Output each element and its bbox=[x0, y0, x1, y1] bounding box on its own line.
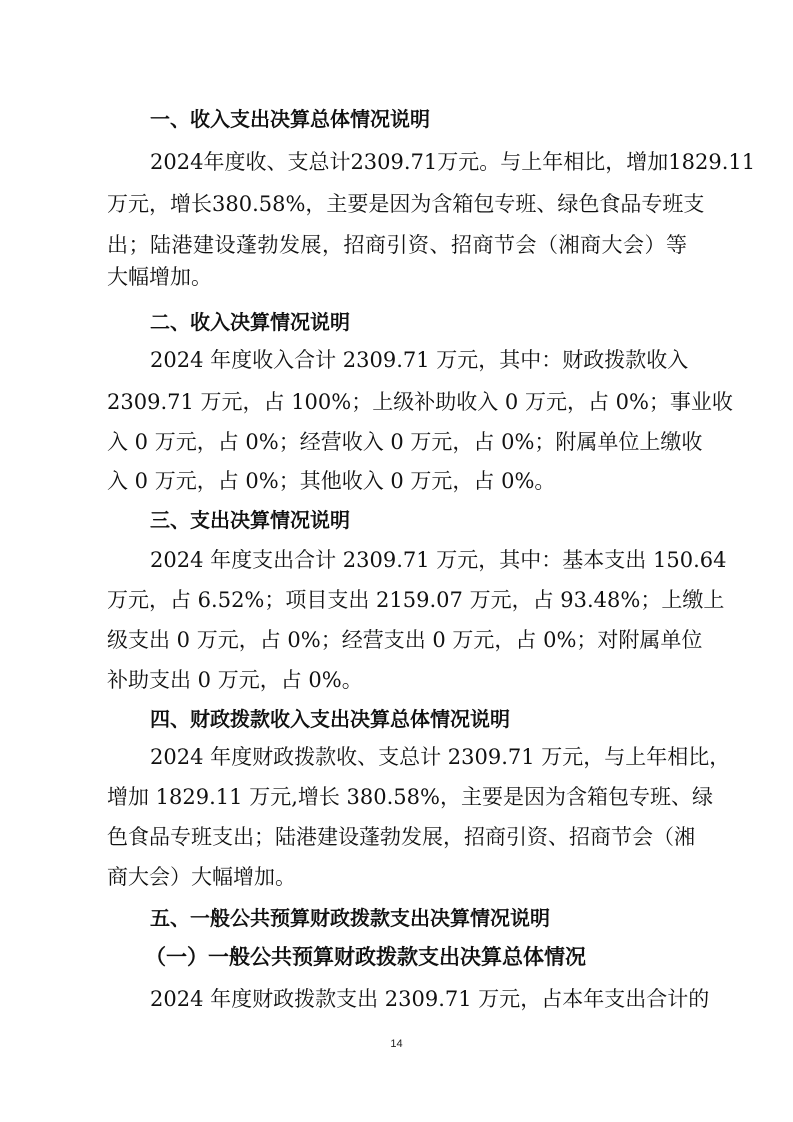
paragraph-line: 2024 年度收入合计 2309.71 万元，其中：财政拨款收入 bbox=[150, 348, 689, 372]
paragraph-line: 2024 年度财政拨款收、支总计 2309.71 万元，与上年相比， bbox=[150, 745, 731, 769]
paragraph-line: 万元，增长380.58%，主要是因为含箱包专班、绿色食品专班支 bbox=[107, 192, 705, 216]
page-number: 14 bbox=[390, 1038, 403, 1050]
paragraph-line: 万元，占 6.52%；项目支出 2159.07 万元，占 93.48%；上缴上 bbox=[107, 588, 725, 612]
paragraph-line: 大幅增加。 bbox=[107, 265, 212, 289]
paragraph-line: 2024 年度财政拨款支出 2309.71 万元，占本年支出合计的 bbox=[150, 987, 710, 1011]
paragraph-line: 2024 年度支出合计 2309.71 万元，其中：基本支出 150.64 bbox=[150, 548, 727, 572]
section-heading-1: 一、收入支出决算总体情况说明 bbox=[150, 107, 430, 131]
section-heading-4: 四、财政拨款收入支出决算总体情况说明 bbox=[150, 707, 510, 731]
paragraph-line: 商大会）大幅增加。 bbox=[107, 865, 296, 889]
paragraph-line: 入 0 万元，占 0%；经营收入 0 万元，占 0%；附属单位上缴收 bbox=[107, 430, 703, 454]
paragraph-line: 补助支出 0 万元，占 0%。 bbox=[107, 668, 363, 692]
section-heading-3: 三、支出决算情况说明 bbox=[150, 508, 350, 532]
sub-section-heading: （一）一般公共预算财政拨款支出决算总体情况 bbox=[145, 945, 586, 969]
paragraph-line: 2024年度收、支总计2309.71万元。与上年相比，增加1829.11 bbox=[150, 150, 756, 174]
section-heading-2: 二、收入决算情况说明 bbox=[150, 310, 350, 334]
paragraph-line: 入 0 万元，占 0%；其他收入 0 万元，占 0%。 bbox=[107, 469, 556, 493]
paragraph-line: 色食品专班支出；陆港建设蓬勃发展，招商引资、招商节会（湘 bbox=[107, 825, 695, 849]
section-heading-5: 五、一般公共预算财政拨款支出决算情况说明 bbox=[150, 906, 550, 930]
paragraph-line: 2309.71 万元，占 100%；上级补助收入 0 万元，占 0%；事业收 bbox=[107, 390, 733, 414]
paragraph-line: 出；陆港建设蓬勃发展，招商引资、招商节会（湘商大会）等 bbox=[107, 233, 687, 257]
paragraph-line: 增加 1829.11 万元,增长 380.58%，主要是因为含箱包专班、绿 bbox=[107, 785, 713, 809]
paragraph-line: 级支出 0 万元，占 0%；经营支出 0 万元，占 0%；对附属单位 bbox=[107, 628, 703, 652]
